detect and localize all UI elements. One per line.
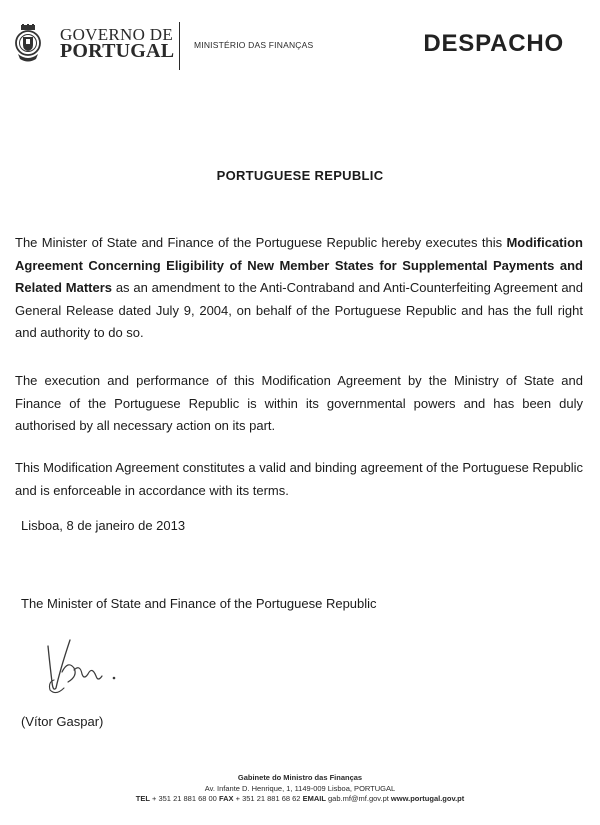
logo-line-2: PORTUGAL	[60, 40, 175, 62]
paragraph-3: This Modification Agreement constitutes a valid and binding agreement of the Portuguese Republic and is enforceable in accordance with its terms.	[15, 460, 584, 498]
fax-label: FAX	[218, 794, 234, 803]
footer-contact	[0, 794, 600, 805]
government-logo	[60, 26, 174, 60]
date-line: Lisboa, 8 de janeiro de 2013	[21, 518, 186, 533]
fax-number: + 351 21 881 68 62	[233, 794, 303, 803]
email-address: gab.mf@mf.gov.pt	[325, 794, 391, 803]
agreement-name: Modification Agreement Concerning Eligibility of New Member States for Supplemental Payments and Related Matters	[15, 235, 583, 295]
signatory-name: (Vítor Gaspar)	[21, 714, 104, 729]
footer-office: Gabinete do Ministro das Finanças	[237, 773, 363, 782]
handwritten-signature	[38, 636, 138, 702]
letterhead	[14, 18, 586, 72]
ministry-name: MINISTÉRIO DAS FINANÇAS	[194, 40, 314, 50]
paragraph-2: The execution and performance of this Modification Agreement by the Ministry of State and Finance of the Portuguese Republic is within its governmental powers and has been duly authorised by all necessary action on its part.	[15, 373, 583, 433]
logo-line-1: GOVERNO DE	[60, 25, 174, 44]
document-title: PORTUGUESE REPUBLIC	[216, 168, 384, 183]
tel-number: + 351 21 881 68 00	[149, 794, 219, 803]
email-label: EMAIL	[302, 794, 326, 803]
signatory-role: The Minister of State and Finance of the Portuguese Republic	[21, 596, 377, 611]
coat-of-arms-icon	[14, 24, 42, 64]
footer-address: Av. Infante D. Henrique, 1, 1149-009 Lisboa, PORTUGAL	[204, 783, 396, 793]
footer	[0, 773, 600, 805]
header-divider	[179, 22, 180, 70]
website: www.portugal.gov.pt	[390, 794, 465, 803]
p1-text-start: The Minister of State and Finance of the Portuguese Republic hereby executes this	[15, 235, 507, 250]
paragraph-1	[15, 232, 583, 345]
tel-label: TEL	[135, 794, 150, 803]
document-type: DESPACHO	[423, 30, 564, 57]
p1-text-end: as an amendment to the Anti-Contraband and Anti-Counterfeiting Agreement and General Release dated July 9, 2004, on behalf of the Portuguese Republic and has the full right and authority to do so.	[15, 280, 584, 340]
